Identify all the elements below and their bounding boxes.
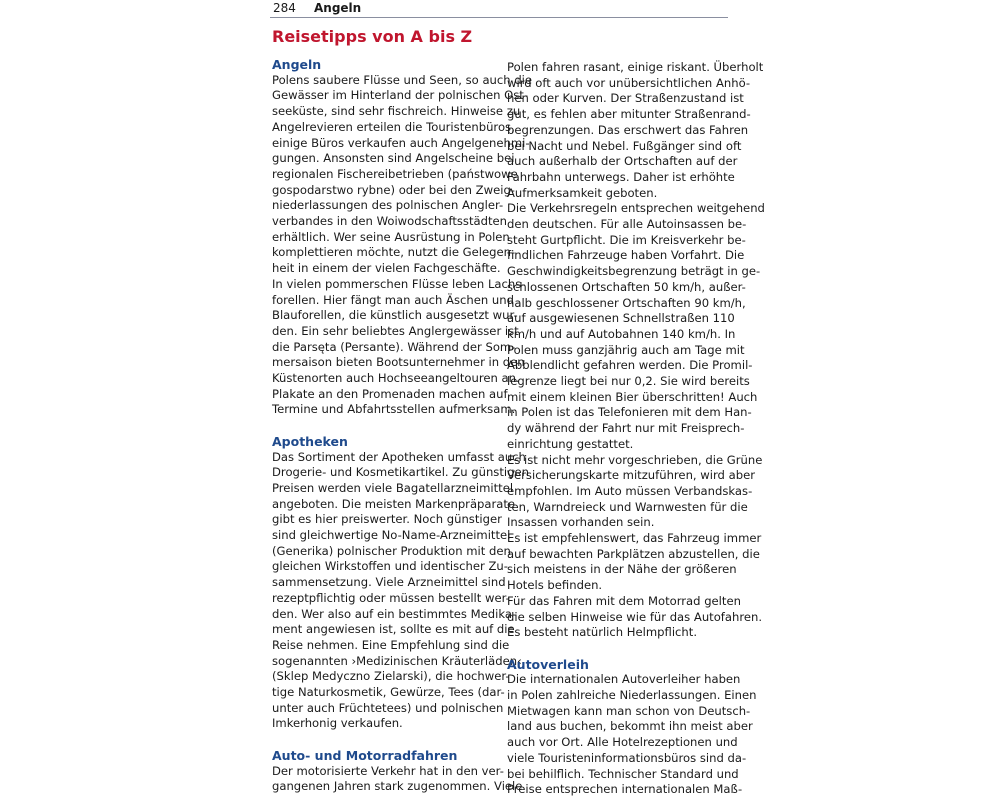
text-line: Versicherungskarte mitzuführen, wird aber xyxy=(507,468,755,483)
text-line: (Sklep Medyczno Zielarski), die hochwer- xyxy=(272,669,510,684)
text-line: den deutschen. Für alle Autoinsassen be- xyxy=(507,217,747,231)
text-line: Gewässer im Hinterland der polnischen Ost- xyxy=(272,88,529,103)
text-line: Die Verkehrsregeln entsprechen weitgehend xyxy=(507,201,765,216)
running-title: Angeln xyxy=(314,1,362,15)
text-line: Drogerie- und Kosmetikartikel. Zu günstigen xyxy=(272,465,529,480)
section-heading: Autoverleih xyxy=(507,656,589,672)
text-line: auch außerhalb der Ortschaften auf der xyxy=(507,154,738,169)
text-line: Imkerhonig verkaufen. xyxy=(272,716,403,731)
text-line: dy während der Fahrt nur mit Freisprech- xyxy=(507,421,745,436)
section-heading: Auto- und Motorradfahren xyxy=(272,747,458,763)
text-line: sind gleichwertige No-Name-Arzneimittel xyxy=(272,528,511,542)
text-line: die Parsęta (Persante). Während der Som- xyxy=(272,339,516,354)
text-line: Polen fahren rasant, einige riskant. Überholt xyxy=(507,60,764,74)
text-line: gut, es fehlen aber mitunter Straßenrand- xyxy=(507,107,751,122)
text-line: in Polen zahlreiche Niederlassungen. Einen xyxy=(507,688,757,702)
text-line: Hotels befinden. xyxy=(507,578,603,593)
page-number: 284 xyxy=(273,1,296,15)
text-line: heit in einem der vielen Fachgeschäfte. xyxy=(272,261,501,276)
text-line: Polen muss ganzjährig auch am Tage mit xyxy=(507,342,745,357)
section-heading: Apotheken xyxy=(272,433,348,449)
text-line: Insassen vorhanden sein. xyxy=(507,515,655,530)
text-line: schlossenen Ortschaften 50 km/h, außer- xyxy=(507,279,746,294)
chapter-title: Reisetipps von A bis Z xyxy=(272,27,473,46)
text-line: den. Wer also auf ein bestimmtes Medika- xyxy=(272,606,517,621)
text-line: gibt es hier preiswerter. Noch günstiger xyxy=(272,512,502,527)
section-heading: Angeln xyxy=(272,57,322,72)
text-line: Plakate an den Promenaden machen auf xyxy=(272,386,508,401)
text-line: land aus buchen, bekommt ihn meist aber xyxy=(507,719,753,734)
text-line: sammensetzung. Viele Arzneimittel sind xyxy=(272,575,506,590)
text-line: Blauforellen, die künstlich ausgesetzt wur- xyxy=(272,308,518,323)
text-line: Es besteht natürlich Helmpflicht. xyxy=(507,625,698,640)
text-line: Der motorisierte Verkehr hat in den ver- xyxy=(272,763,504,778)
text-line: hen oder Kurven. Der Straßenzustand ist xyxy=(507,91,744,106)
text-line: Die internationalen Autoverleiher haben xyxy=(507,672,741,687)
text-line: in Polen ist das Telefonieren mit dem Han- xyxy=(507,405,752,420)
text-line: steht Gurtpflicht. Die im Kreisverkehr be- xyxy=(507,232,746,247)
text-line: Es ist empfehlenswert, das Fahrzeug immer xyxy=(507,531,762,545)
text-line: halb geschlossener Ortschaften 90 km/h, xyxy=(507,295,746,310)
text-line: (Generika) polnischer Produktion mit den xyxy=(272,543,511,558)
text-line: einige Büros verkaufen auch Angelgenehmi- xyxy=(272,135,530,150)
text-line: Küstenorten auch Hochseeangeltouren an. xyxy=(272,371,520,385)
text-line: Aufmerksamkeit geboten. xyxy=(507,185,658,200)
text-line: rezeptpflichtig oder müssen bestellt wer- xyxy=(272,590,510,605)
text-line: verbandes in den Woiwodschaftsstädten xyxy=(272,214,508,228)
text-line: niederlassungen des polnischen Angler- xyxy=(272,198,504,213)
text-line: empfohlen. Im Auto müssen Verbandskas- xyxy=(507,483,753,498)
text-line: gungen. Ansonsten sind Angelscheine bei xyxy=(272,151,515,166)
text-line: begrenzungen. Das erschwert das Fahren xyxy=(507,122,749,137)
text-line: komplettieren möchte, nutzt die Gelegen- xyxy=(272,245,516,260)
text-line: km/h und auf Autobahnen 140 km/h. In xyxy=(507,326,736,341)
text-line: Es ist nicht mehr vorgeschrieben, die Grüne xyxy=(507,452,763,467)
text-line: ten, Warndreieck und Warnwesten für die xyxy=(507,499,748,514)
text-line: den. Ein sehr beliebtes Anglergewässer ist xyxy=(272,323,519,338)
text-line: wird oft auch vor unübersichtlichen Anhö- xyxy=(507,75,751,90)
text-line: Für das Fahren mit dem Motorrad gelten xyxy=(507,593,741,608)
text-line: mersaison bieten Bootsunternehmer in den xyxy=(272,355,525,370)
text-line: mit einem kleinen Bier überschritten! Auch xyxy=(507,389,758,404)
text-line: Abblendlicht gefahren werden. Die Promil- xyxy=(507,358,753,373)
text-line: Mietwagen kann man schon von Deutsch- xyxy=(507,703,751,718)
text-line: Fahrbahn unterwegs. Daher ist erhöhte xyxy=(507,169,735,184)
text-line: findlichen Fahrzeuge haben Vorfahrt. Die xyxy=(507,248,745,263)
text-line: sich meistens in der Nähe der größeren xyxy=(507,562,737,577)
text-line: ment angewiesen ist, sollte es mit auf die xyxy=(272,622,515,637)
text-line: auch vor Ort. Alle Hotelrezeptionen und xyxy=(507,735,738,750)
text-line: gleichen Wirkstoffen und identischer Zu- xyxy=(272,559,508,574)
running-head xyxy=(270,0,728,18)
text-line: erhältlich. Wer seine Ausrüstung in Polen xyxy=(272,229,510,244)
text-line: viele Touristeninformationsbüros sind da- xyxy=(507,750,747,765)
book-page xyxy=(270,0,765,800)
text-line: Polens saubere Flüsse und Seen, so auch die xyxy=(272,72,533,87)
text-line: Preisen werden viele Bagatellarzneimittel xyxy=(272,480,514,495)
text-line: Preise entsprechen internationalen Maß- xyxy=(507,782,743,797)
text-line: Das Sortiment der Apotheken umfasst auch xyxy=(272,449,526,464)
text-line: auf bewachten Parkplätzen abzustellen, die xyxy=(507,546,760,561)
text-line: Reise nehmen. Eine Empfehlung sind die xyxy=(272,637,510,652)
text-line: legrenze liegt bei nur 0,2. Sie wird bereits xyxy=(507,374,750,388)
text-line: auf ausgewiesenen Schnellstraßen 110 xyxy=(507,311,735,326)
text-line: bei Nacht und Nebel. Fußgänger sind oft xyxy=(507,138,742,153)
text-line: bei behilflich. Technischer Standard und xyxy=(507,766,739,781)
text-line: Termine und Abfahrtsstellen aufmerksam. xyxy=(272,402,516,417)
text-line: forellen. Hier fängt man auch Äschen und xyxy=(272,292,514,307)
text-line: einrichtung gestattet. xyxy=(507,436,634,451)
text-line: gangenen Jahren stark zugenommen. Viele xyxy=(272,779,523,794)
text-line: unter auch Früchtetees) und polnischen xyxy=(272,700,504,715)
text-line: seeküste, sind sehr fischreich. Hinweise zu xyxy=(272,104,521,119)
text-line: Geschwindigkeitsbegrenzung beträgt in ge- xyxy=(507,264,761,279)
text-line: sogenannten ›Medizinischen Kräuterläden‹ xyxy=(272,653,522,668)
text-line: regionalen Fischereibetrieben (państwowe xyxy=(272,166,518,181)
text-line: angeboten. Die meisten Markenpräparate xyxy=(272,496,516,511)
text-line: gospodarstwo rybne) oder bei den Zweig- xyxy=(272,182,515,197)
text-line: In vielen pommerschen Flüsse leben Lachs- xyxy=(272,276,526,291)
text-line: tige Naturkosmetik, Gewürze, Tees (dar- xyxy=(272,685,505,699)
text-line: Angelrevieren erteilen die Touristenbüros, xyxy=(272,119,515,134)
text-line: die selben Hinweise wie für das Autofahren. xyxy=(507,609,763,624)
